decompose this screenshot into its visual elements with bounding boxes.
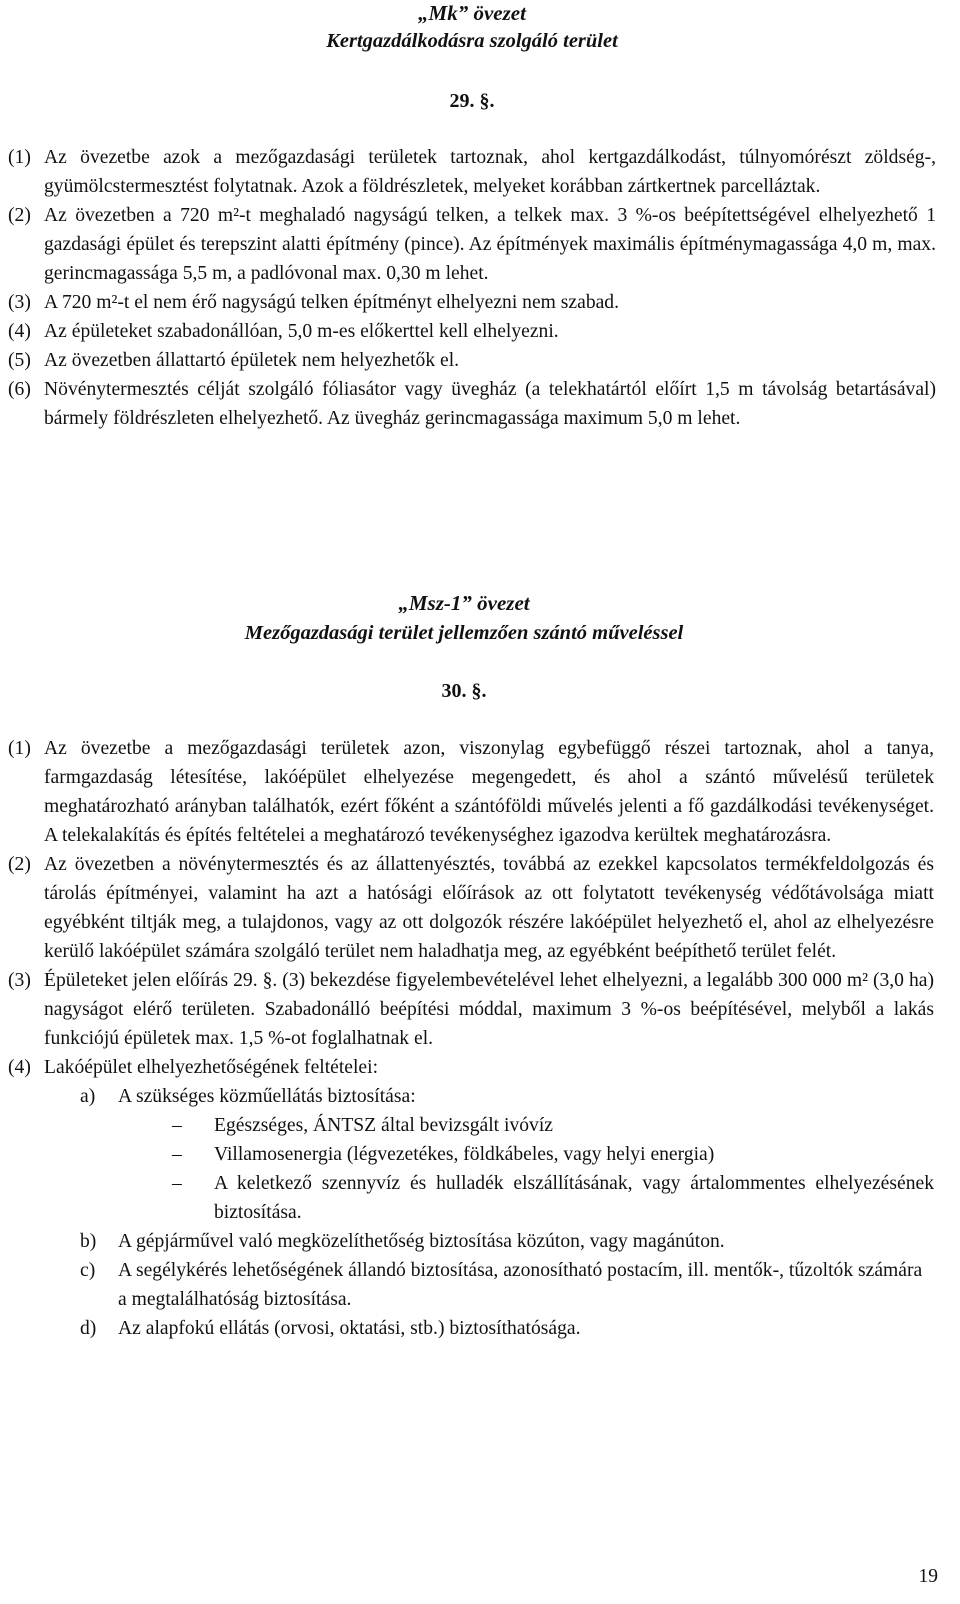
- section2-paragraph-1: [8, 734, 934, 850]
- section1-number: 29. §.: [449, 90, 495, 112]
- condition-item-d: [80, 1314, 934, 1343]
- paragraph-text: Lakóépület elhelyezhetőségének feltételei:: [44, 1057, 379, 1078]
- utilities-list: [118, 1111, 934, 1227]
- paragraph-text: Növénytermesztés célját szolgáló fóliasátor vagy üvegház (a telekhatártól előírt 1,5 m távolság betartásával) bármely földrészleten elhelyezhető. Az üvegház gerincmagassága maximum 5,0 m lehet.: [44, 379, 936, 429]
- condition-label: a): [80, 1086, 96, 1107]
- condition-item-b: [80, 1227, 934, 1256]
- condition-item-c: [80, 1256, 934, 1314]
- section2-paragraph-2: [8, 850, 934, 966]
- condition-text: A szükséges közműellátás biztosítása:: [118, 1086, 416, 1107]
- condition-item-a: [80, 1082, 934, 1111]
- utility-text: A keletkező szennyvíz és hulladék elszállításának, vagy ártalommentes elhelyezésének biztosítása.: [214, 1173, 934, 1223]
- paragraph-text: Az övezetben a 720 m²-t meghaladó nagyságú telken, a telkek max. 3 %-os beépítettségével elhelyezhető 1 gazdasági épület és terepszint alatti építmény (pince). Az építmények maximális építménymagassága 4,0 m, max. gerincmagassága 5,5 m, a padlóvonal max. 0,30 m lehet.: [44, 205, 936, 284]
- utility-item: [118, 1140, 934, 1169]
- paragraph-number: (1): [8, 738, 31, 759]
- paragraph-number: (3): [8, 970, 31, 991]
- section1-paragraph-1: [8, 143, 936, 201]
- section1-body: [8, 143, 936, 433]
- condition-text: Az alapfokú ellátás (orvosi, oktatási, stb.) biztosíthatósága.: [118, 1318, 581, 1339]
- utility-text: Egészséges, ÁNTSZ által bevizsgált ivóvíz: [214, 1115, 553, 1136]
- dash-marker: –: [172, 1115, 182, 1136]
- dash-marker: –: [172, 1173, 182, 1194]
- section1-subtitle: Kertgazdálkodásra szolgáló terület: [326, 30, 618, 52]
- paragraph-number: (4): [8, 1057, 31, 1078]
- condition-text: A segélykérés lehetőségének állandó biztosítása, azonosítható postacím, ill. mentők-, tűzoltók számára a megtalálhatóság biztosítása.: [118, 1260, 923, 1310]
- paragraph-text: Épületeket jelen előírás 29. §. (3) bekezdése figyelembevételével lehet elhelyezni, a legalább 300 000 m² (3,0 ha) nagyságot elérő területen. Szabadonálló beépítési móddal, maximum 3 %-os beépítésével, melyből a lakás funkciójú épületek max. 1,5 %-ot foglalhatnak el.: [44, 970, 934, 1049]
- paragraph-number: (4): [8, 321, 31, 342]
- conditions-list-continued: [44, 1227, 934, 1343]
- paragraph-text: Az övezetbe a mezőgazdasági területek azon, viszonylag egybefüggő részei tartoznak, ahol a tanya, farmgazdaság létesítése, lakóépület elhelyezése megengedett, és ahol a szántó művelésű területek meghatározható arányban találhatók, ezért főként a szántóföldi művelés jelenti a fő gazdálkodási tevékenységet. A telekalakítás és építés feltételei a meghatározó tevékenységhez igazodva kerültek meghatározásra.: [44, 738, 934, 846]
- paragraph-text: Az övezetben állattartó épületek nem helyezhetők el.: [44, 350, 460, 371]
- page-number: 19: [918, 1566, 938, 1587]
- utility-item: [118, 1111, 934, 1140]
- paragraph-number: (2): [8, 854, 31, 875]
- section1-paragraph-2: [8, 201, 936, 288]
- condition-text: A gépjárművel való megközelíthetőség biztosítása közúton, vagy magánúton.: [118, 1231, 725, 1252]
- paragraph-number: (2): [8, 205, 31, 226]
- condition-label: b): [80, 1231, 97, 1252]
- section1-paragraph-6: [8, 375, 936, 433]
- section1-paragraph-4: [8, 317, 936, 346]
- dash-marker: –: [172, 1144, 182, 1165]
- section2-paragraph-3: [8, 966, 934, 1053]
- conditions-list: [44, 1082, 934, 1111]
- utility-text: Villamosenergia (légvezetékes, földkábeles, vagy helyi energia): [214, 1144, 715, 1165]
- paragraph-number: (1): [8, 147, 31, 168]
- section2-title: „Msz-1” övezet: [398, 591, 530, 615]
- paragraph-text: Az övezetbe azok a mezőgazdasági területek tartoznak, ahol kertgazdálkodást, túlnyomórészt zöldség-, gyümölcstermesztést folytatnak. Azok a földrészletek, melyeket korábban zártkertnek parcelláztak.: [44, 147, 936, 197]
- section1-paragraph-5: [8, 346, 936, 375]
- paragraph-text: Az övezetben a növénytermesztés és az állattenyésztés, továbbá az ezekkel kapcsolatos termékfeldolgozás és tárolás építményei, valamint ha azt a hatósági előírások az ott folytatott tevékenység védőtávolsága miatt egyébként tiltják meg, a tulajdonos, vagy az ott dolgozók részére lakóépület helyezhető el, ahol az elhelyezésre kerülő lakóépület számára szolgáló terület nem haladhatja meg, az egyébként beépíthető terület felét.: [44, 854, 934, 962]
- paragraph-number: (6): [8, 379, 31, 400]
- section2-number: 30. §.: [441, 680, 487, 702]
- section2-body: [8, 734, 934, 1343]
- section1-title: „Mk” övezet: [418, 1, 526, 25]
- section1-paragraph-3: [8, 288, 936, 317]
- condition-label: c): [80, 1260, 96, 1281]
- paragraph-text: A 720 m²-t el nem érő nagyságú telken építményt elhelyezni nem szabad.: [44, 292, 620, 313]
- paragraph-text: Az épületeket szabadonállóan, 5,0 m-es előkerttel kell elhelyezni.: [44, 321, 559, 342]
- condition-label: d): [80, 1318, 97, 1339]
- paragraph-number: (5): [8, 350, 31, 371]
- section2-paragraph-4: [8, 1053, 934, 1082]
- paragraph-number: (3): [8, 292, 31, 313]
- utility-item: [118, 1169, 934, 1227]
- section2-subtitle: Mezőgazdasági terület jellemzően szántó műveléssel: [244, 622, 684, 644]
